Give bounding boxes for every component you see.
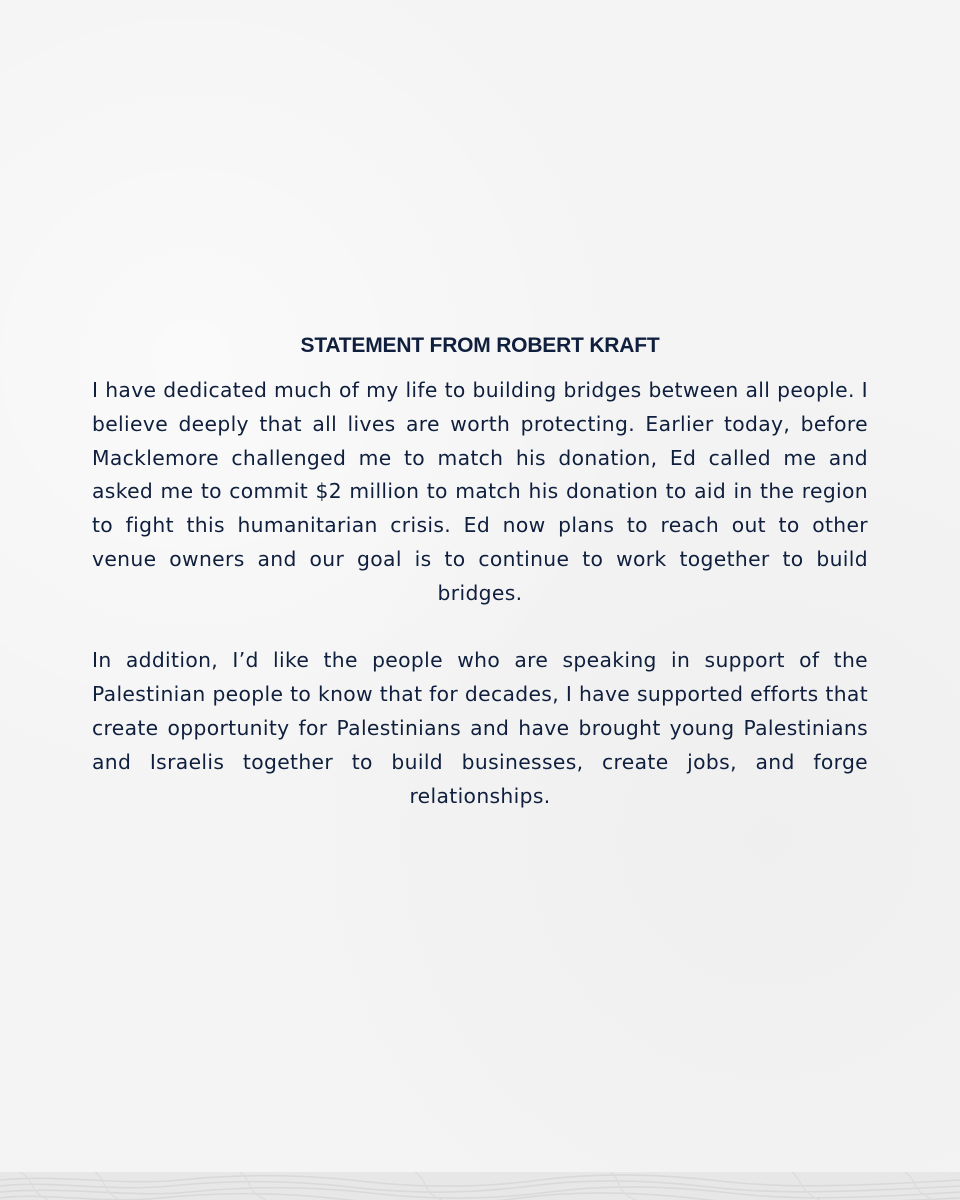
statement-block (92, 332, 868, 813)
contour-lines-graphic (0, 1172, 960, 1200)
statement-paragraph-1: I have dedicated much of my life to building bridges between all people. I believe deeply that all lives are worth protecting. Earlier today, before Macklemore challenged me to match his donation, Ed called me and asked me to commit $2 million to match his donation to aid in the region to fight this humanitarian crisis. Ed now plans to reach out to other venue owners and our goal is to continue to work together to build bridges. (92, 378, 868, 605)
decorative-bottom-pattern (0, 1172, 960, 1200)
statement-title: STATEMENT FROM ROBERT KRAFT (300, 334, 660, 357)
statement-paragraph-2: In addition, I’d like the people who are speaking in support of the Palestinian people to know that for decades, I have supported efforts that create opportunity for Palestinians and have brought young Palestinians and Israelis together to build businesses, create jobs, and forge relationships. (92, 648, 868, 808)
